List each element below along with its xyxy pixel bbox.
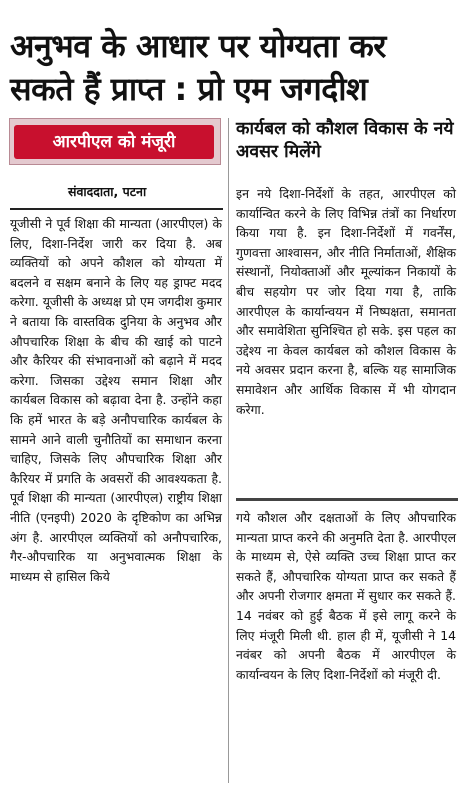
body-paragraph-right-top: इन नये दिशा-निर्देशों के तहत, आरपीएल को कार्यान्वित करने के लिए विभिन्न तंत्रों का निर्धारण किया गया है. इन दिशा-निर्देशों में गवर्नेंस, गुणवत्ता आश्वासन, और नीति निर्माताओं, शैक्षिक संस्थानों, नियोक्ताओं और मूल्यांकन निकायों के बीच सहयोग पर जोर दिया गया है, ताकि आरपीएल के कार्यान्वयन में निष्पक्षता, समानता और समावेशिता सुनिश्चित हो सके. इस पहल का उद्देश्य ना केवल कार्यबल को कौशल विकास के नये अवसर प्रदान करना है, बल्कि यह सामाजिक समावेशन और आर्थिक विकास में भी योगदान करेगा. (236, 186, 456, 417)
article-column-right-bottom (236, 508, 456, 684)
kicker-label: आरपीएल को मंजूरी (14, 125, 214, 159)
dateline-rule (10, 208, 223, 210)
dateline: संवाददाता, पटना (68, 184, 147, 199)
body-paragraph-right-bottom: गये कौशल और दक्षताओं के लिए औपचारिक मान्यता प्राप्त करने की अनुमति देता है. आरपीएल के माध्यम से, ऐसे व्यक्ति उच्च शिक्षा प्राप्त कर सकते हैं, औपचारिक योग्यता प्राप्त कर सकते हैं और अपनी रोजगार क्षमता में सुधार कर सकते हैं. 14 नवंबर को हुई बैठक में इसे लागू करने के लिए मंजूरी मिली थी. हाल ही में, यूजीसी ने 14 नवंबर को अपनी बैठक में आरपीएल के कार्यान्वयन के लिए दिशा-निर्देशों को मंजूरी दी. (236, 510, 456, 682)
subheadline: कार्यबल को कौशल विकास के नये अवसर मिलेंगे (236, 119, 454, 162)
article-column-left (10, 214, 222, 586)
headline: अनुभव के आधार पर योग्यता कर सकते हैं प्राप्त : प्रो एम जगदीश (10, 27, 386, 109)
column-divider (228, 118, 229, 783)
body-paragraph-left: यूजीसी ने पूर्व शिक्षा की मान्यता (आरपीएल) के लिए, दिशा-निर्देश जारी कर दिया है. अब व्यक्तियों को अपने कौशल को योग्यता में बदलने व सक्षम बनाने के लिए यह ड्राफ्ट मदद करेगा. यूजीसी के अध्यक्ष प्रो एम जगदीश कुमार ने बताया कि वास्तविक दुनिया के अनुभव और औपचारिक शिक्षा के बीच की खाई को पाटने और कैरियर की संभावनाओं को बढ़ाने में मदद करेगा. जिसका उद्देश्य समान शिक्षा और कार्यबल विकास को बढ़ावा देना है. उन्होंने कहा कि हमें भारत के बड़े अनौपचारिक कार्यबल के सामने आने वाली चुनौतियों का समाधान करना चाहिए, जिसके लिए औपचारिक शिक्षा और कैरियर में प्रगति के अवसरों की आवश्यकता है. पूर्व शिक्षा की मान्यता (आरपीएल) राष्ट्रीय शिक्षा नीति (एनइपी) 2020 के दृष्टिकोण का अभिन्न अंग है. आरपीएल व्यक्तियों को अनौपचारिक, गैर-औपचारिक या अनुभवात्मक शिक्षा के माध्यम से हासिल किये (10, 216, 222, 584)
section-rule (236, 498, 458, 501)
article-column-right-top (236, 184, 456, 419)
